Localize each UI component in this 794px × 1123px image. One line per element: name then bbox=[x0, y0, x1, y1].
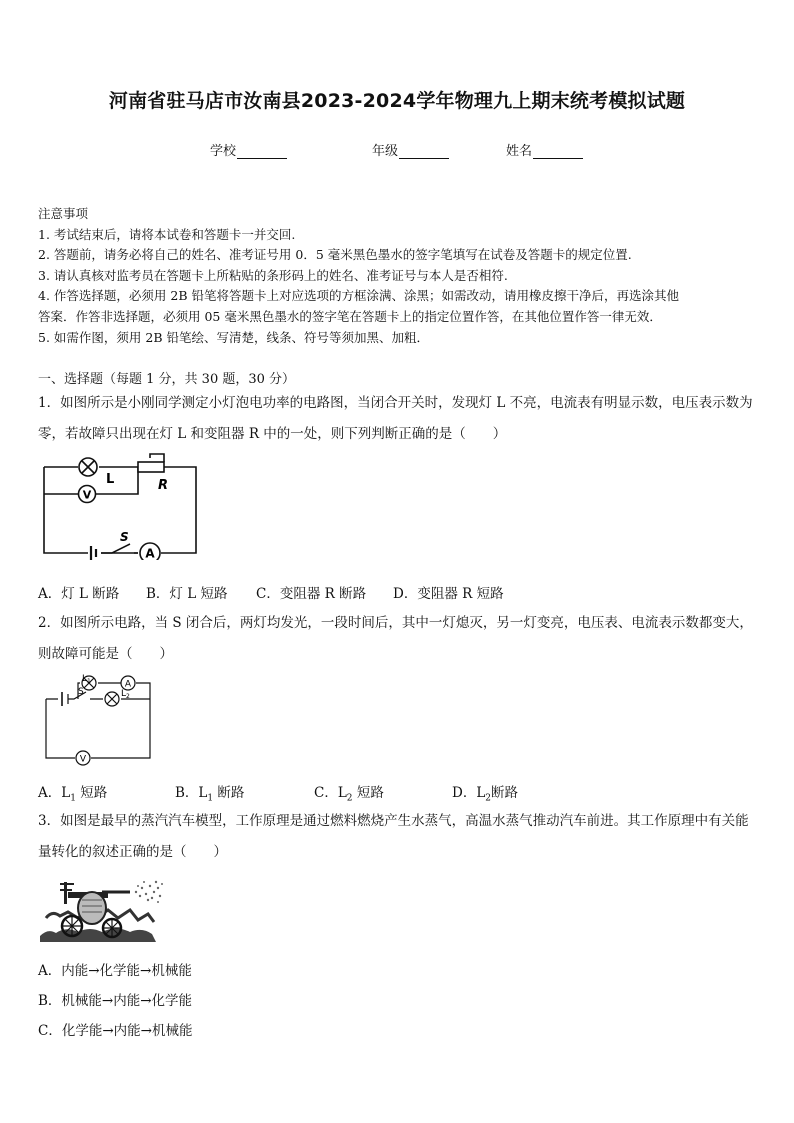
school-field bbox=[210, 140, 287, 159]
name-blank bbox=[533, 158, 583, 159]
question-2-switch-label: S bbox=[78, 687, 84, 697]
question-1-ammeter-icon bbox=[140, 543, 160, 560]
question-2-option-c: C．$L_2$ 短路 bbox=[314, 785, 384, 804]
name-label: 姓名 bbox=[506, 144, 533, 159]
grade-field bbox=[372, 140, 449, 159]
steam-car-illustration bbox=[38, 870, 166, 944]
notes-heading: 注意事项 bbox=[38, 206, 89, 221]
section-heading: 一、选择题（每题 1 分，共 30 题，30 分） bbox=[38, 372, 296, 387]
notes-item: 1. 考试结束后，请将本试卷和答题卡一并交回. bbox=[38, 226, 296, 242]
svg-text:A: A bbox=[124, 679, 132, 690]
document-title: 河南省驻马店市汝南县2023-2024学年物理九上期末统考模拟试题 bbox=[108, 90, 686, 112]
svg-text:V: V bbox=[79, 754, 87, 765]
question-1-rheostat-label: R bbox=[158, 478, 169, 493]
school-label: 学校 bbox=[210, 144, 237, 159]
question-2-voltmeter-icon bbox=[76, 751, 90, 765]
svg-text:A: A bbox=[145, 546, 155, 560]
question-1-option-c: C．变阻器 R 断路 bbox=[256, 586, 367, 602]
school-blank bbox=[237, 158, 287, 159]
grade-label: 年级 bbox=[372, 144, 399, 159]
question-2-text: 2．如图所示电路，当 S 闭合后，两灯均发光，一段时间后，其中一灯熄灭，另一灯变亮，电压表、电流表示数都变大，则故障可能是（ ） bbox=[38, 615, 753, 662]
question-1-option-d: D．变阻器 R 短路 bbox=[393, 586, 504, 602]
notes-item: 5. 如需作图，须用 2B 铅笔绘、写清楚，线条、符号等须加黑、加粗． bbox=[38, 329, 429, 345]
question-1-circuit-diagram bbox=[38, 452, 203, 560]
notes-item: 3. 请认真核对监考员在答题卡上所粘贴的条形码上的姓名、准考证号与本人是否相符. bbox=[38, 267, 508, 283]
notes-item: 4. 作答选择题，必须用 2B 铅笔将答题卡上对应选项的方框涂满、涂黑；如需改动，请用橡皮擦干净后，再选涂其他 bbox=[38, 288, 679, 304]
question-1-text: 1．如图所示是小刚同学测定小灯泡电功率的电路图，当闭合开关时，发现灯 L 不亮，电流表有明显示数，电压表示数为零，若故障只出现在灯 L 和变阻器 R 中的一处，则下列判断正确的是（ ） bbox=[38, 395, 753, 442]
notes-item: 2. 答题前，请务必将自己的姓名、准考证号用 0．5 毫米黑色墨水的签字笔填写在试卷及答题卡的规定位置. bbox=[38, 247, 632, 263]
question-2-l2-label: $L_2$ bbox=[121, 689, 130, 700]
question-1-lamp-label: L bbox=[106, 472, 115, 487]
question-2-option-a: A．$L_1$ 短路 bbox=[38, 785, 108, 804]
question-3-option-b: B．机械能→内能→化学能 bbox=[38, 993, 193, 1009]
question-2-option-b: B．$L_1$ 断路 bbox=[175, 785, 245, 804]
question-2-lamp-l2-icon bbox=[105, 692, 119, 706]
question-3-option-a: A．内能→化学能→机械能 bbox=[38, 963, 192, 979]
question-3-text: 3．如图是最早的蒸汽汽车模型，工作原理是通过燃料燃烧产生水蒸气，高温水蒸气推动汽车前进。其工作原理中有关能量转化的叙述正确的是（ ） bbox=[38, 813, 749, 860]
question-1-lamp-icon bbox=[79, 458, 97, 476]
grade-blank bbox=[399, 158, 449, 159]
question-2-option-d: D．$L_2$断路 bbox=[452, 785, 519, 804]
svg-text:V: V bbox=[82, 488, 92, 502]
question-2-ammeter-icon bbox=[121, 676, 135, 690]
question-1-switch-label: S bbox=[120, 530, 129, 544]
question-3-option-c: C．化学能→内能→机械能 bbox=[38, 1023, 193, 1039]
notes-block bbox=[38, 204, 679, 348]
notes-item: 答案．作答非选择题，必须用 05 毫米黑色墨水的签字笔在答题卡上的指定位置作答，在其他位置作答一律无效． bbox=[38, 308, 662, 324]
question-2-circuit-diagram bbox=[38, 674, 158, 772]
question-1-option-a: A．灯 L 断路 bbox=[38, 586, 120, 602]
question-2-l1-label: $L_1$ bbox=[82, 674, 91, 685]
name-field bbox=[506, 140, 583, 159]
question-1-option-b: B．灯 L 短路 bbox=[146, 586, 228, 602]
question-1-voltmeter-icon bbox=[79, 486, 96, 503]
